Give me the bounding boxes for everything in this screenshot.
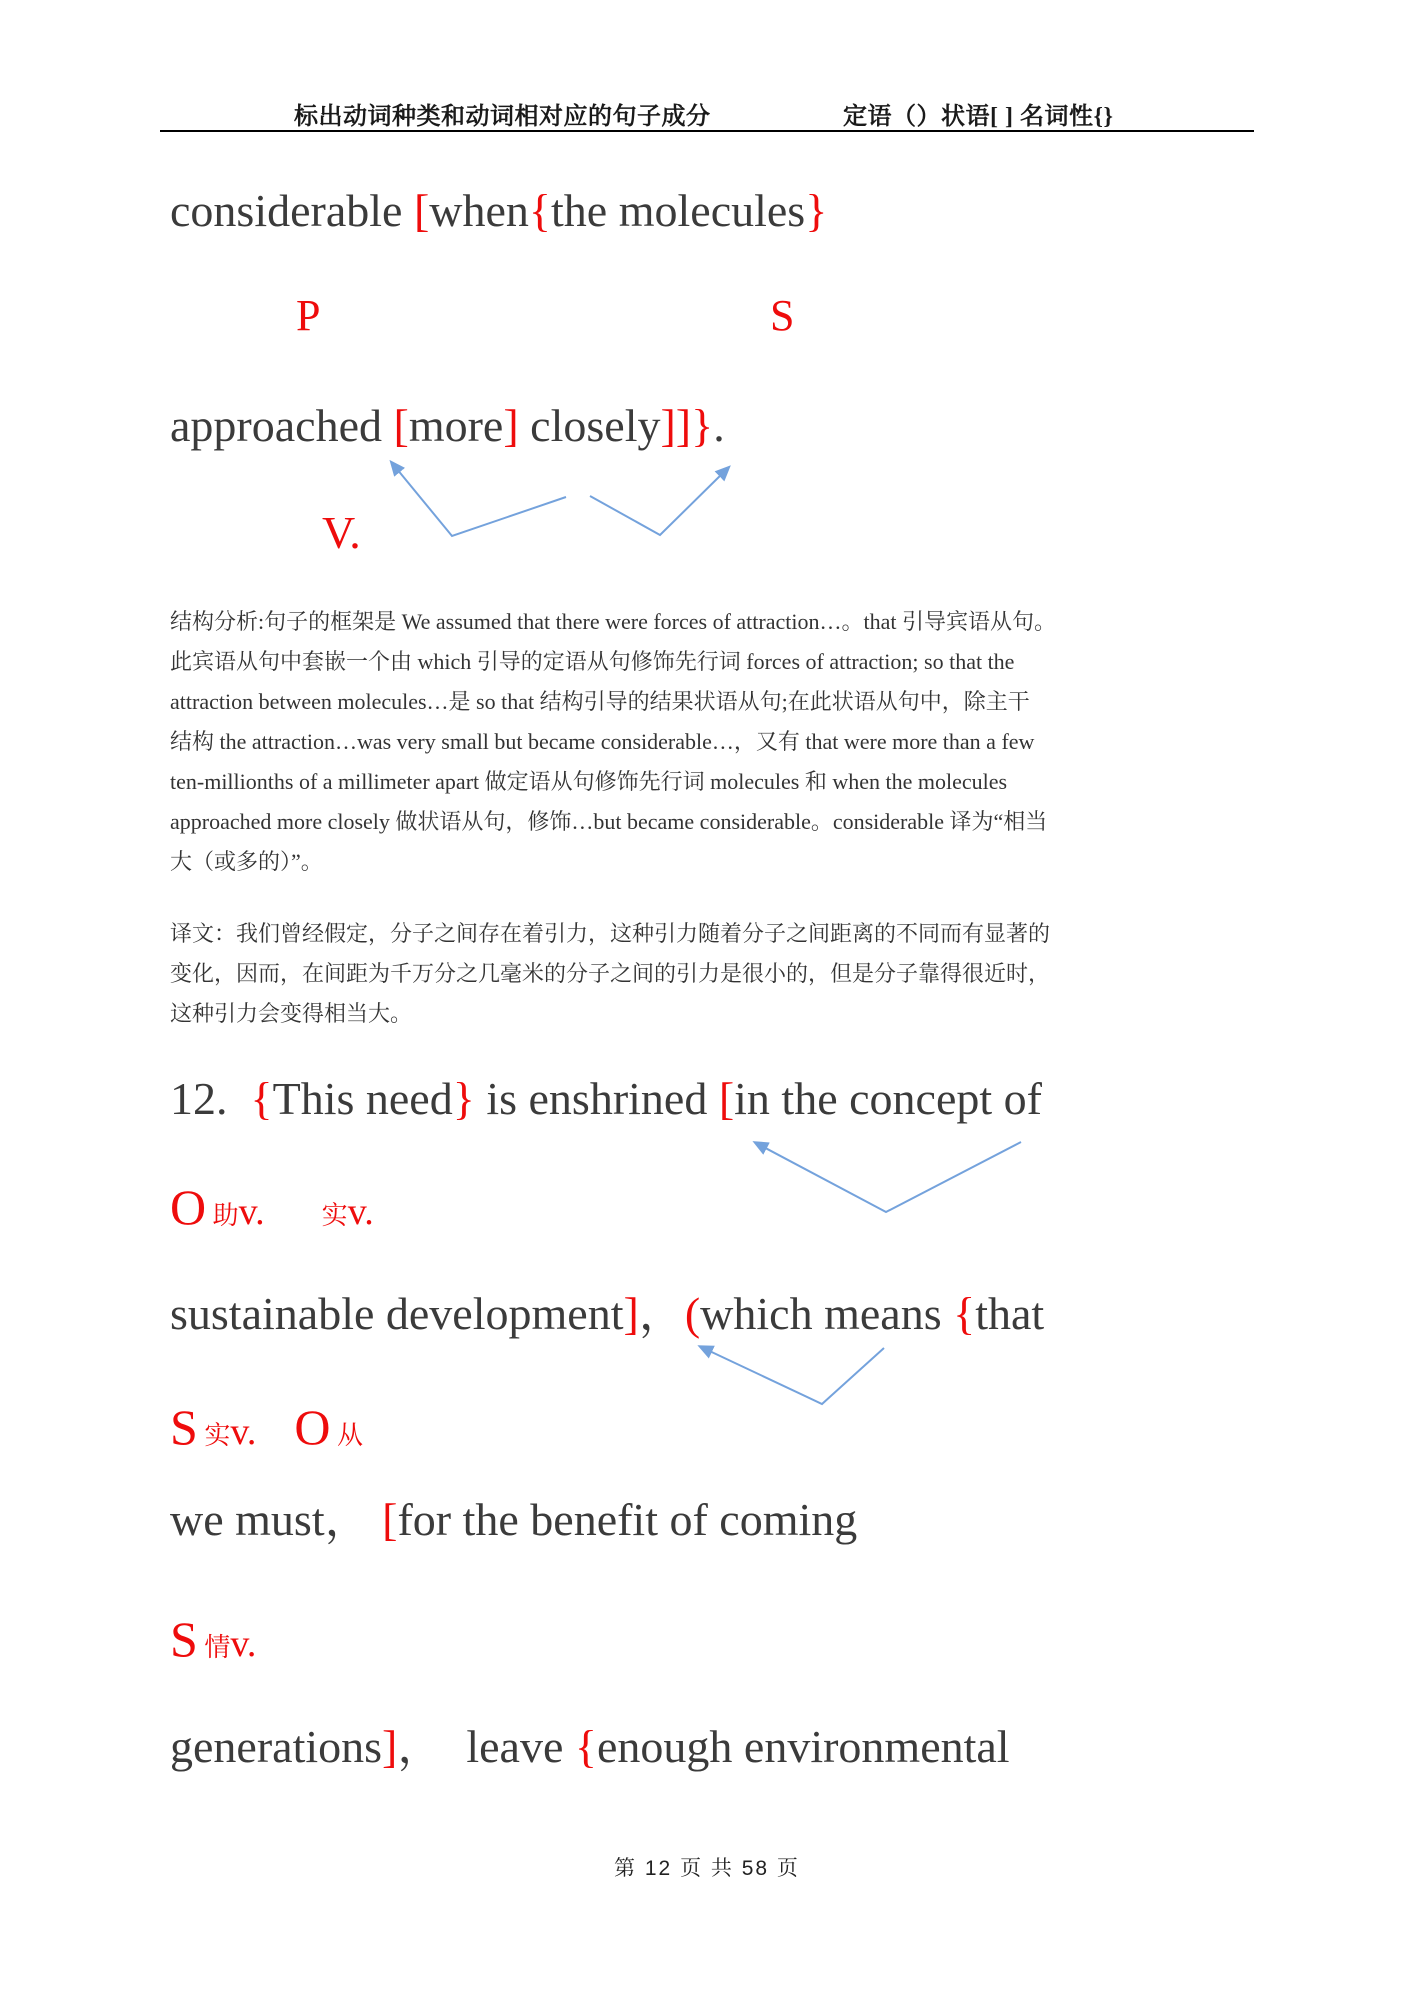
header-divider-rule: [160, 130, 1254, 132]
sentence1-line1: considerable [when{the molecules}: [170, 185, 828, 236]
analysis-line: 大（或多的）”。: [170, 849, 323, 874]
analysis-line: attraction between molecules…是 so that 结构引导的结果状语从句;在此状语从句中，除主干: [170, 689, 1030, 714]
grammar-label-row-subject-modal: S 情v.: [170, 1611, 257, 1667]
header-left-title: 标出动词种类和动词相对应的句子成分: [294, 104, 711, 130]
sentence2-line4: generations]， leave {enough environmental: [170, 1721, 1010, 1772]
development-pointer-arrow-icon: [701, 1347, 884, 1404]
analysis-line: ten-millionths of a millimeter apart 做定语从句修饰先行词 molecules 和 when the molecules: [170, 769, 1008, 794]
translation-line: 译文：我们曾经假定，分子之间存在着引力，这种引力随着分子之间距离的不同而有显著的: [170, 921, 1051, 946]
sentence2-line1: 12. {This need} is enshrined [in the concept of: [170, 1073, 1042, 1124]
sentence2-line3: we must， [for the benefit of coming: [170, 1494, 858, 1545]
grammar-label-row-object-verbs: O 助v. 实v.: [170, 1179, 374, 1235]
translation-paragraph: [170, 914, 1255, 1034]
header-notation-legend: 定语（）状语[ ] 名词性{}: [843, 104, 1114, 130]
structure-analysis-paragraph: [170, 602, 1255, 882]
grammar-label-subject: S: [770, 291, 795, 340]
analysis-line: 结构分析:句子的框架是 We assumed that there were forces of attraction…。that 引导宾语从句。: [170, 609, 1056, 634]
verb-pointer-arrow-right-icon: [590, 468, 728, 535]
sentence1-line2: approached [more] closely]]}.: [170, 400, 725, 451]
verb-pointer-arrow-left-icon: [392, 463, 566, 536]
translation-line: 这种引力会变得相当大。: [170, 1001, 413, 1026]
enshrined-pointer-arrow-icon: [756, 1142, 1021, 1212]
translation-line: 变化，因而，在间距为千万分之几毫米的分子之间的引力是很小的，但是分子靠得很近时，: [170, 961, 1051, 986]
grammar-label-predicative: P: [296, 291, 321, 340]
footer-page-number: 第 12 页 共 58 页: [614, 1857, 800, 1880]
analysis-line: approached more closely 做状语从句，修饰…but became considerable。considerable 译为“相当: [170, 809, 1048, 834]
sentence2-line2: sustainable development]，(which means {that: [170, 1288, 1045, 1339]
grammar-label-verb: V.: [322, 507, 361, 558]
grammar-label-row-subject-object: S 实v. O 从: [170, 1399, 363, 1455]
analysis-line: 结构 the attraction…was very small but became considerable…，又有 that were more than a few: [170, 729, 1035, 754]
analysis-line: 此宾语从句中套嵌一个由 which 引导的定语从句修饰先行词 forces of attraction; so that the: [170, 649, 1015, 674]
